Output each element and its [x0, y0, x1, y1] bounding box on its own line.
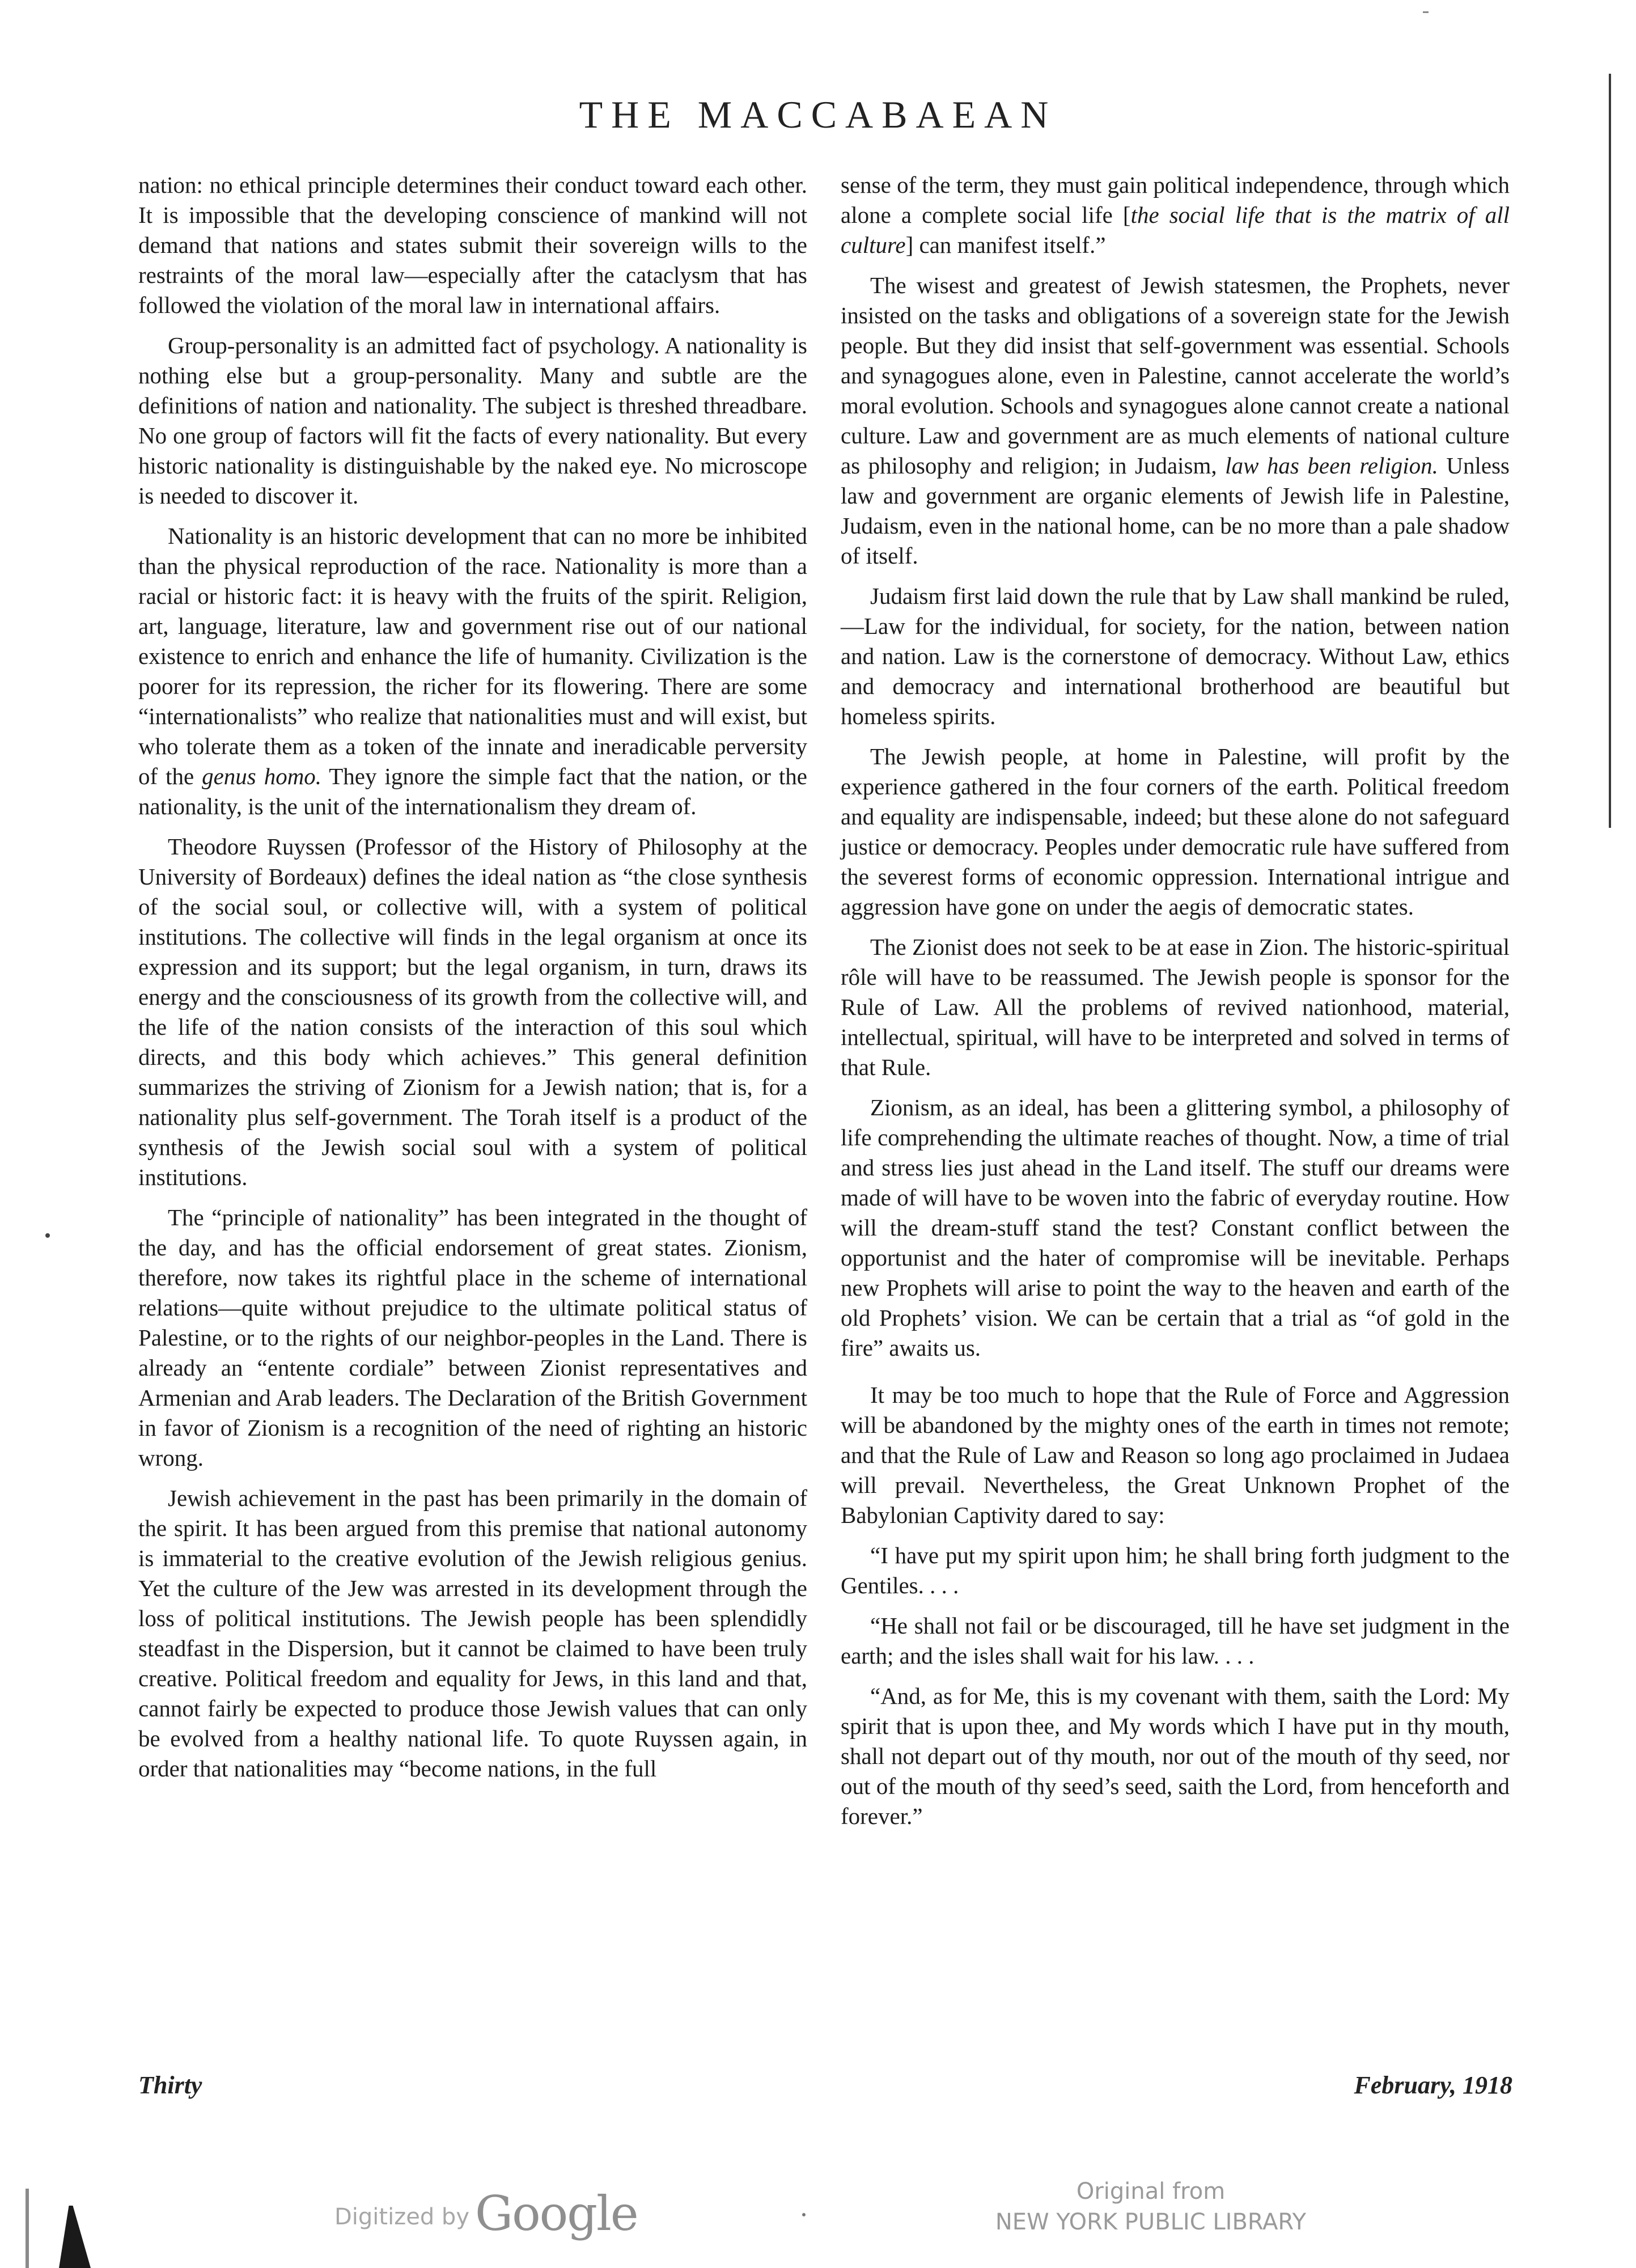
margin-dot — [45, 1233, 50, 1238]
google-logo: Google — [475, 2186, 638, 2241]
page-edge-rule — [1609, 74, 1611, 828]
paragraph — [138, 521, 807, 822]
text-run: The wisest and greatest of Jewish statesmen, the Prophets, never insisted on the tasks and obligations of a sovereign state for the Jewish people. But they did insist that self-government was essential. Schools and synagogues alone, even in Palestine, cannot accelerate the world’s moral evolution. Schools and synagogues alone cannot create a national culture. Law and government are as much elements of national culture as philosophy and religion; in Judaism, — [841, 272, 1510, 479]
emphasis-text: the social life that is the matrix of all culture — [841, 202, 1510, 258]
scan-mark — [1423, 11, 1429, 13]
paragraph: nation: no ethical principle determines their conduct toward each other. It is impossible that the developing conscience of mankind will not demand that nations and states submit their sovereign wills to the restraints of the moral law—especially after the cataclysm that has followed the violation of the moral law in international affairs. — [138, 172, 807, 318]
library-name: NEW YORK PUBLIC LIBRARY — [995, 2209, 1307, 2235]
emphasis-text: genus homo. — [202, 763, 322, 789]
scan-artifact — [26, 2189, 29, 2268]
paragraph: Theodore Ruyssen (Professor of the History of Philosophy at the University of Bordeaux) defines the ideal nation as “the close synthesis of the social soul, or collective will, with a system of political institutions. The collective will finds in the legal organism at once its expression and its support; but the legal organism, in turn, draws its energy and the consciousness of its growth from the collective will, and the life of the nation consists of the interaction of this soul which directs, and this body which achieves.” This general definition summarizes the striving of Zionism for a Jewish nation; that is, for a nationality plus self-government. The Torah itself is a product of the synthesis of the Jewish social soul with a system of political institutions. — [138, 833, 807, 1190]
paragraph: Zionism, as an ideal, has been a glittering symbol, a philosophy of life comprehending the ultimate reaches of thought. Now, a time of trial and stress lies just ahead in the Land itself. The stuff our dreams were made of will have to be woven into the fabric of everyday routine. How will the dream-stuff stand the test? Constant conflict between the opportunist and the hater of compromise will be inevitable. Perhaps new Prophets will arise to point the way to the heaven and earth of the old Prophets’ vision. We can be certain that a trial as “of gold in the fire” awaits us. — [841, 1094, 1510, 1361]
page-title: THE MACCABAEAN — [579, 93, 1057, 136]
scan-artifact — [802, 2213, 806, 2216]
paragraph: Judaism first laid down the rule that by Law shall mankind be ruled,—Law for the individual, for society, for the nation, between nation and nation. Law is the cornerstone of democracy. Without Law, ethics and democracy and international brotherhood are beautiful but homeless spirits. — [841, 583, 1510, 729]
text-run: Unless law and government are organic elements of Jewish life in Palestine, Judaism, even in the national home, can be no more than a pale shadow of itself. — [841, 452, 1510, 569]
quote-paragraph: “He shall not fail or be discouraged, till he have set judgment in the earth; and the isles shall wait for his law. . . . — [841, 1613, 1510, 1669]
paragraph: The Zionist does not seek to be at ease in Zion. The historic-spiritual rôle will have to be reassumed. The Jewish people is sponsor for the Rule of Law. All the problems of revived nationhood, material, intellectual, spiritual, will have to be interpreted and solved in terms of that Rule. — [841, 934, 1510, 1080]
quote-paragraph: “I have put my spirit upon him; he shall bring forth judgment to the Gentiles. . . . — [841, 1542, 1510, 1598]
paragraph — [841, 270, 1510, 571]
text-run: sense of the term, they must gain political independence, through which alone a complete social life [ — [841, 172, 1510, 228]
text-run: ] can manifest itself.” — [905, 232, 1106, 258]
text-run: Nationality is an historic development that can no more be inhibited than the physical reproduction of the race. Nationality is more than a racial or historic fact: it is heavy with the fruits of the spirit. Religion, art, language, literature, law and government rise out of our national existence to enrich and enhance the life of humanity. Civilization is the poorer for its repression, the richer for its flowering. There are some “internationalists” who realize that nationalities must and will exist, but who tolerate them as a token of the innate and ineradicable perversity of the — [138, 523, 807, 789]
emphasis-text: law has been religion. — [1225, 452, 1438, 479]
digitized-label: Digitized by — [334, 2204, 469, 2230]
paragraph — [841, 170, 1510, 260]
paragraph: The Jewish people, at home in Palestine, will profit by the experience gathered in the four corners of the earth. Political freedom and equality are indispensable, indeed; but these alone do not safeguard justice or democracy. Peoples under democratic rule have suffered from the severest forms of economic oppression. International intrigue and aggression have gone on under the aegis of democratic states. — [841, 743, 1510, 920]
digitized-by-watermark — [334, 2186, 638, 2241]
left-column — [138, 170, 807, 1794]
issue-date: February, 1918 — [1354, 2071, 1512, 2099]
paragraph: The “principle of nationality” has been integrated in the thought of the day, and has the official endorsement of great states. Zionism, therefore, now takes its rightful place in the scheme of international relations—quite without prejudice to the ultimate political status of Palestine, or to the rights of our neighbor-peoples in the Land. There is already an “entente cordiale” between Zionist representatives and Armenian and Arab leaders. The Declaration of the British Government in favor of Zionism is a recognition of the need of righting an historic wrong. — [138, 1204, 807, 1471]
text-run: They ignore the simple fact that the nation, or the nationality, is the unit of the internationalism they dream of. — [138, 763, 808, 819]
paragraph: Group-personality is an admitted fact of psychology. A nationality is nothing else but a group-personality. Many and subtle are the definitions of nation and nationality. The subject is threshed threadbare. No one group of factors will fit the facts of every nationality. But every historic nationality is distinguishable by the naked eye. No microscope is needed to discover it. — [138, 332, 807, 509]
quote-paragraph: “And, as for Me, this is my covenant with them, saith the Lord: My spirit that is upon thee, and My words which I have put in thy mouth, shall not depart out of thy mouth, nor out of the mouth of thy seed, nor out of the mouth of thy seed’s seed, saith the Lord, from henceforth and forever.” — [841, 1683, 1510, 1829]
original-from-label: Original from — [1076, 2178, 1226, 2204]
paragraph: Jewish achievement in the past has been primarily in the domain of the spirit. It has been argued from this premise that national autonomy is immaterial to the creative evolution of the Jewish religious genius. Yet the culture of the Jew was arrested in its development through the loss of political institutions. The Jewish people has been splendidly steadfast in the Dispersion, but it cannot be claimed to have been truly creative. Political freedom and equality for Jews, in this land and that, cannot fairly be expected to produce those Jewish values that can only be evolved from a healthy national life. To quote Ruyssen again, in order that nationalities may “become nations, in the full — [138, 1485, 807, 1782]
page-number: Thirty — [138, 2071, 202, 2099]
scan-artifact — [51, 2206, 91, 2268]
right-column — [841, 170, 1510, 1842]
library-watermark — [981, 2176, 1321, 2237]
paragraph: It may be too much to hope that the Rule of Force and Aggression will be abandoned by the mighty ones of the earth in times not remote; and that the Rule of Law and Reason so long ago proclaimed in Judaea will prevail. Nevertheless, the Great Unknown Prophet of the Babylonian Captivity dared to say: — [841, 1382, 1510, 1528]
